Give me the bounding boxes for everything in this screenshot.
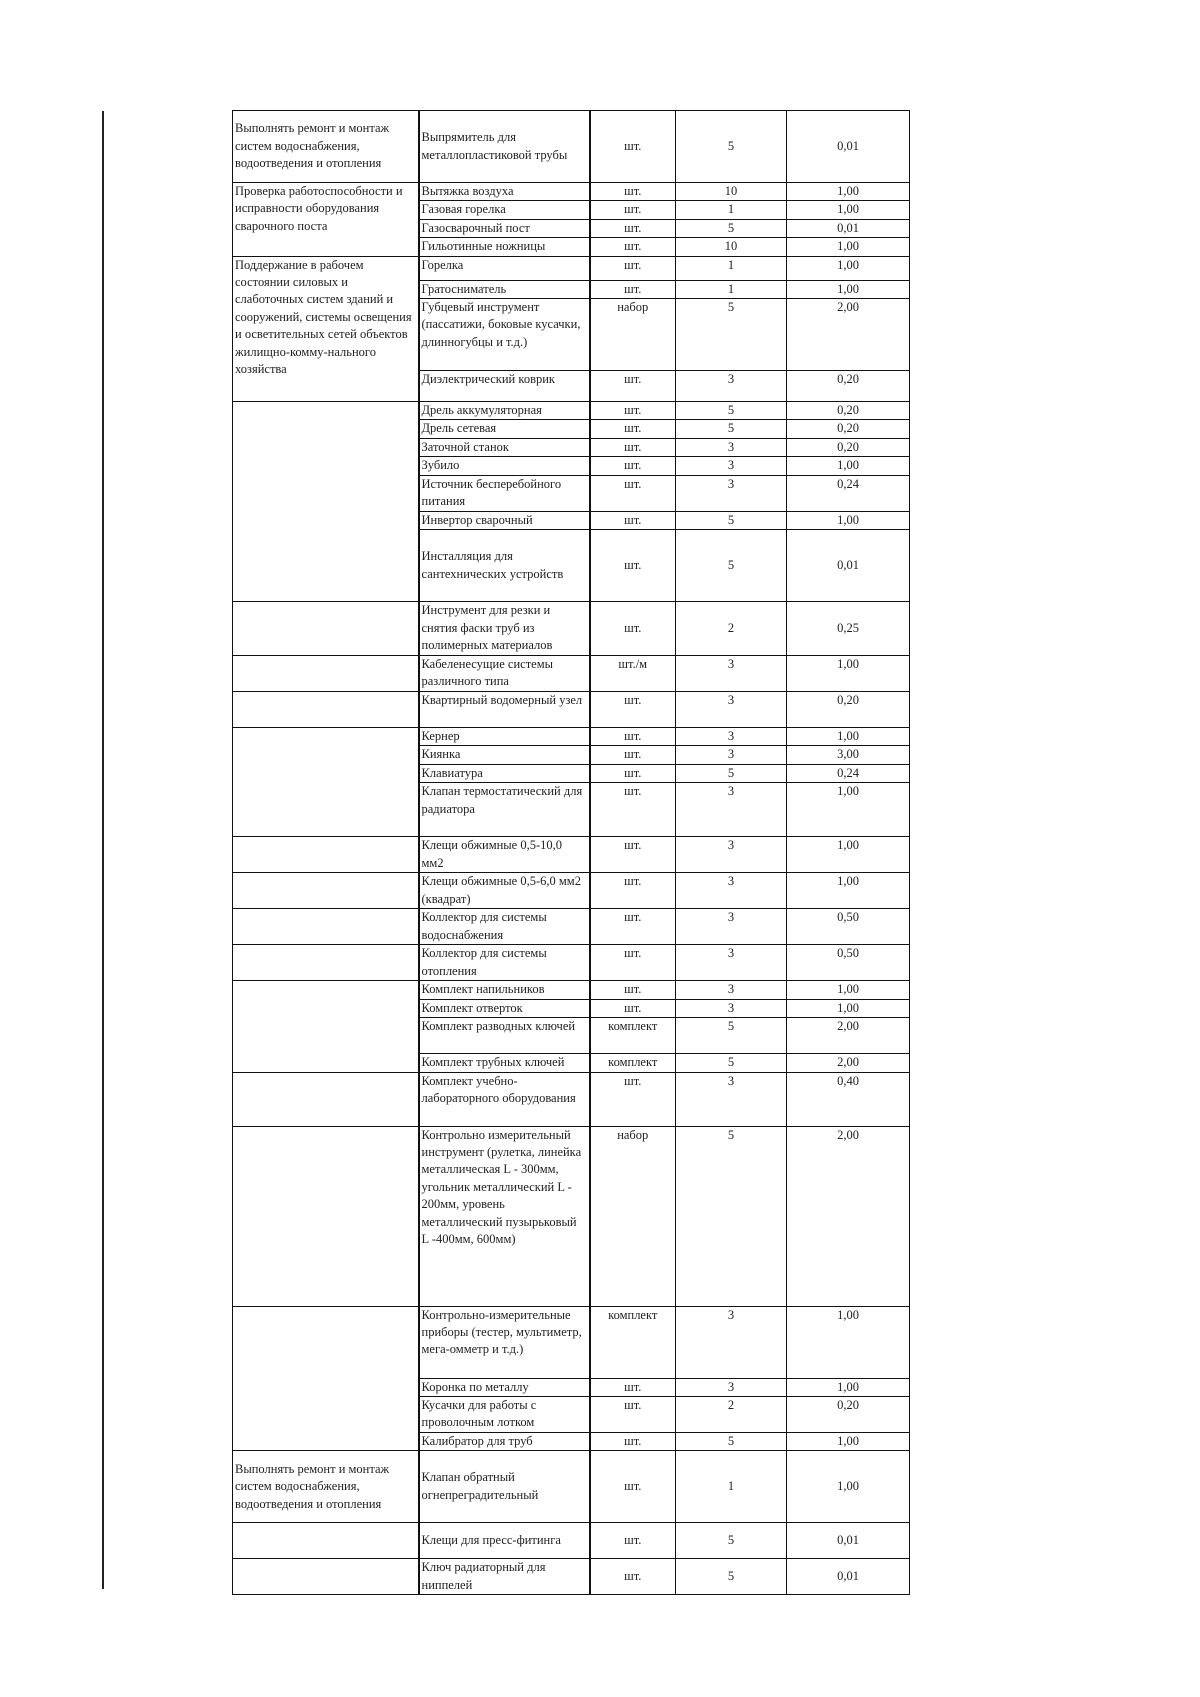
table-row: [233, 602, 910, 656]
quantity-cell: 2: [676, 1396, 787, 1432]
equipment-name-cell: Горелка: [419, 256, 590, 280]
table-row: [233, 837, 910, 873]
task-cell: [233, 1306, 419, 1451]
unit-cell: шт.: [590, 219, 676, 237]
unit-cell: шт.: [590, 530, 676, 602]
table-row: [233, 728, 910, 746]
unit-cell: шт.: [590, 1072, 676, 1126]
unit-cell: шт.: [590, 1432, 676, 1450]
quantity-cell: 1: [676, 256, 787, 280]
norm-cell: 1,00: [787, 457, 910, 475]
equipment-name-cell: Комплект отверток: [419, 999, 590, 1017]
unit-cell: шт.: [590, 511, 676, 529]
equipment-name-cell: Комплект учебно-лабораторного оборудования: [419, 1072, 590, 1126]
unit-cell: шт.: [590, 457, 676, 475]
quantity-cell: 3: [676, 909, 787, 945]
task-cell: [233, 728, 419, 837]
unit-cell: шт.: [590, 256, 676, 280]
norm-cell: 1,00: [787, 837, 910, 873]
norm-cell: 1,00: [787, 280, 910, 298]
task-cell: [233, 1523, 419, 1559]
unit-cell: комплект: [590, 1054, 676, 1072]
equipment-name-cell: Клещи обжимные 0,5-6,0 мм2 (квадрат): [419, 873, 590, 909]
norm-cell: 0,50: [787, 945, 910, 981]
equipment-name-cell: Ключ радиаторный для ниппелей: [419, 1559, 590, 1595]
norm-cell: 0,20: [787, 402, 910, 420]
left-margin-line: [102, 111, 104, 1589]
norm-cell: 1,00: [787, 1432, 910, 1450]
unit-cell: шт.: [590, 1523, 676, 1559]
unit-cell: шт.: [590, 909, 676, 945]
equipment-name-cell: Кабеленесущие системы различного типа: [419, 656, 590, 692]
equipment-name-cell: Клещи для пресс-фитинга: [419, 1523, 590, 1559]
equipment-name-cell: Инструмент для резки и снятия фаски труб из полимерных материалов: [419, 602, 590, 656]
task-cell: Поддержание в рабочем состоянии силовых и слаботочных систем зданий и сооружений, системы освещения и осветительных сетей объектов жилищно-комму-нального хозяйства: [233, 256, 419, 401]
norm-cell: 0,20: [787, 438, 910, 456]
quantity-cell: 3: [676, 728, 787, 746]
unit-cell: шт.: [590, 692, 676, 728]
unit-cell: шт./м: [590, 656, 676, 692]
norm-cell: 1,00: [787, 183, 910, 201]
quantity-cell: 5: [676, 1559, 787, 1595]
norm-cell: 0,01: [787, 219, 910, 237]
norm-cell: 0,20: [787, 1396, 910, 1432]
norm-cell: 1,00: [787, 656, 910, 692]
quantity-cell: 1: [676, 1451, 787, 1523]
equipment-name-cell: Киянка: [419, 746, 590, 764]
norm-cell: 1,00: [787, 238, 910, 256]
unit-cell: шт.: [590, 873, 676, 909]
table-row: [233, 656, 910, 692]
unit-cell: набор: [590, 1126, 676, 1306]
norm-cell: 0,20: [787, 420, 910, 438]
quantity-cell: 3: [676, 1378, 787, 1396]
equipment-name-cell: Клапан обратный огнепреградительный: [419, 1451, 590, 1523]
equipment-name-cell: Дрель сетевая: [419, 420, 590, 438]
unit-cell: шт.: [590, 420, 676, 438]
equipment-name-cell: Клавиатура: [419, 764, 590, 782]
norm-cell: 0,50: [787, 909, 910, 945]
task-cell: [233, 692, 419, 728]
equipment-name-cell: Гильотинные ножницы: [419, 238, 590, 256]
equipment-name-cell: Комплект напильников: [419, 981, 590, 999]
table-row: [233, 1451, 910, 1523]
task-cell: [233, 909, 419, 945]
equipment-name-cell: Кусачки для работы с проволочным лотком: [419, 1396, 590, 1432]
quantity-cell: 5: [676, 1126, 787, 1306]
equipment-name-cell: Коронка по металлу: [419, 1378, 590, 1396]
table-row: [233, 402, 910, 420]
equipment-name-cell: Зубило: [419, 457, 590, 475]
quantity-cell: 3: [676, 783, 787, 837]
equipment-name-cell: Кернер: [419, 728, 590, 746]
norm-cell: 0,01: [787, 111, 910, 183]
unit-cell: шт.: [590, 438, 676, 456]
table-row: [233, 945, 910, 981]
quantity-cell: 3: [676, 692, 787, 728]
norm-cell: 0,01: [787, 1559, 910, 1595]
quantity-cell: 10: [676, 183, 787, 201]
norm-cell: 0,01: [787, 530, 910, 602]
equipment-name-cell: Заточной станок: [419, 438, 590, 456]
unit-cell: шт.: [590, 764, 676, 782]
unit-cell: шт.: [590, 837, 676, 873]
norm-cell: 0,24: [787, 764, 910, 782]
norm-cell: 1,00: [787, 981, 910, 999]
quantity-cell: 3: [676, 438, 787, 456]
norm-cell: 1,00: [787, 201, 910, 219]
quantity-cell: 5: [676, 1018, 787, 1054]
norm-cell: 0,20: [787, 692, 910, 728]
norm-cell: 1,00: [787, 256, 910, 280]
norm-cell: 1,00: [787, 1451, 910, 1523]
task-cell: [233, 1559, 419, 1595]
equipment-name-cell: Инсталляция для сантехнических устройств: [419, 530, 590, 602]
equipment-name-cell: Клапан термостатический для радиатора: [419, 783, 590, 837]
table-row: [233, 981, 910, 999]
norm-cell: 0,01: [787, 1523, 910, 1559]
table-row: [233, 1126, 910, 1306]
unit-cell: шт.: [590, 1378, 676, 1396]
norm-cell: 1,00: [787, 511, 910, 529]
equipment-name-cell: Дрель аккумуляторная: [419, 402, 590, 420]
equipment-name-cell: Коллектор для системы отопления: [419, 945, 590, 981]
equipment-name-cell: Инвертор сварочный: [419, 511, 590, 529]
unit-cell: шт.: [590, 945, 676, 981]
equipment-name-cell: Вытяжка воздуха: [419, 183, 590, 201]
table-row: [233, 909, 910, 945]
quantity-cell: 3: [676, 945, 787, 981]
equipment-name-cell: Контрольно-измерительные приборы (тестер, мультиметр, мега-омметр и т.д.): [419, 1306, 590, 1378]
norm-cell: 0,25: [787, 602, 910, 656]
quantity-cell: 3: [676, 371, 787, 402]
quantity-cell: 5: [676, 764, 787, 782]
norm-cell: 0,40: [787, 1072, 910, 1126]
norm-cell: 1,00: [787, 999, 910, 1017]
norm-cell: 0,24: [787, 475, 910, 511]
table-row: [233, 111, 910, 183]
norm-cell: 1,00: [787, 783, 910, 837]
quantity-cell: 3: [676, 457, 787, 475]
unit-cell: комплект: [590, 1306, 676, 1378]
quantity-cell: 5: [676, 420, 787, 438]
table-row: [233, 1306, 910, 1378]
unit-cell: шт.: [590, 475, 676, 511]
equipment-name-cell: Коллектор для системы водоснабжения: [419, 909, 590, 945]
unit-cell: шт.: [590, 1451, 676, 1523]
norm-cell: 2,00: [787, 1126, 910, 1306]
task-cell: [233, 402, 419, 602]
equipment-name-cell: Клещи обжимные 0,5-10,0 мм2: [419, 837, 590, 873]
quantity-cell: 3: [676, 1072, 787, 1126]
table-row: [233, 692, 910, 728]
norm-cell: 1,00: [787, 873, 910, 909]
quantity-cell: 5: [676, 219, 787, 237]
norm-cell: 1,00: [787, 1306, 910, 1378]
equipment-name-cell: Губцевый инструмент (пассатижи, боковые кусачки, длинногубцы и т.д.): [419, 299, 590, 371]
table-row: [233, 183, 910, 201]
equipment-name-cell: Калибратор для труб: [419, 1432, 590, 1450]
equipment-table: [232, 110, 910, 1595]
unit-cell: шт.: [590, 746, 676, 764]
equipment-name-cell: Контрольно измерительный инструмент (рулетка, линейка металлическая L - 300мм, угольник металлический L - 200мм, уровень металлический пузырьковый L -400мм, 600мм): [419, 1126, 590, 1306]
task-cell: [233, 602, 419, 656]
table-row: [233, 873, 910, 909]
quantity-cell: 5: [676, 1054, 787, 1072]
quantity-cell: 2: [676, 602, 787, 656]
unit-cell: шт.: [590, 1396, 676, 1432]
equipment-name-cell: Диэлектрический коврик: [419, 371, 590, 402]
quantity-cell: 3: [676, 1306, 787, 1378]
quantity-cell: 5: [676, 530, 787, 602]
unit-cell: шт.: [590, 1559, 676, 1595]
quantity-cell: 3: [676, 746, 787, 764]
equipment-name-cell: Газовая горелка: [419, 201, 590, 219]
quantity-cell: 1: [676, 280, 787, 298]
quantity-cell: 3: [676, 656, 787, 692]
norm-cell: 1,00: [787, 728, 910, 746]
equipment-name-cell: Выпрямитель для металлопластиковой трубы: [419, 111, 590, 183]
unit-cell: шт.: [590, 183, 676, 201]
task-cell: Выполнять ремонт и монтаж систем водоснабжения, водоотведения и отопления: [233, 111, 419, 183]
unit-cell: комплект: [590, 1018, 676, 1054]
unit-cell: шт.: [590, 238, 676, 256]
unit-cell: шт.: [590, 111, 676, 183]
task-cell: [233, 1126, 419, 1306]
norm-cell: 0,20: [787, 371, 910, 402]
quantity-cell: 1: [676, 201, 787, 219]
quantity-cell: 5: [676, 511, 787, 529]
norm-cell: 1,00: [787, 1378, 910, 1396]
quantity-cell: 5: [676, 402, 787, 420]
quantity-cell: 3: [676, 873, 787, 909]
task-cell: [233, 1072, 419, 1126]
unit-cell: шт.: [590, 999, 676, 1017]
quantity-cell: 3: [676, 475, 787, 511]
task-cell: Выполнять ремонт и монтаж систем водоснабжения, водоотведения и отопления: [233, 1451, 419, 1523]
task-cell: [233, 656, 419, 692]
task-cell: [233, 945, 419, 981]
quantity-cell: 10: [676, 238, 787, 256]
norm-cell: 2,00: [787, 299, 910, 371]
unit-cell: шт.: [590, 371, 676, 402]
task-cell: [233, 873, 419, 909]
equipment-name-cell: Гратосниматель: [419, 280, 590, 298]
table-row: [233, 1523, 910, 1559]
unit-cell: шт.: [590, 728, 676, 746]
unit-cell: шт.: [590, 201, 676, 219]
quantity-cell: 3: [676, 999, 787, 1017]
norm-cell: 2,00: [787, 1018, 910, 1054]
quantity-cell: 5: [676, 1432, 787, 1450]
quantity-cell: 5: [676, 111, 787, 183]
unit-cell: шт.: [590, 402, 676, 420]
table-row: [233, 256, 910, 280]
norm-cell: 3,00: [787, 746, 910, 764]
quantity-cell: 3: [676, 981, 787, 999]
unit-cell: набор: [590, 299, 676, 371]
unit-cell: шт.: [590, 783, 676, 837]
unit-cell: шт.: [590, 602, 676, 656]
unit-cell: шт.: [590, 280, 676, 298]
table-row: [233, 1072, 910, 1126]
task-cell: [233, 981, 419, 1072]
table-row: [233, 1559, 910, 1595]
equipment-name-cell: Квартирный водомерный узел: [419, 692, 590, 728]
equipment-name-cell: Комплект разводных ключей: [419, 1018, 590, 1054]
equipment-table-body: [233, 111, 910, 1595]
quantity-cell: 5: [676, 299, 787, 371]
task-cell: Проверка работоспособности и исправности оборудования сварочного поста: [233, 183, 419, 257]
equipment-name-cell: Источник бесперебойного питания: [419, 475, 590, 511]
task-cell: [233, 837, 419, 873]
equipment-name-cell: Газосварочный пост: [419, 219, 590, 237]
equipment-name-cell: Комплект трубных ключей: [419, 1054, 590, 1072]
unit-cell: шт.: [590, 981, 676, 999]
quantity-cell: 5: [676, 1523, 787, 1559]
quantity-cell: 3: [676, 837, 787, 873]
norm-cell: 2,00: [787, 1054, 910, 1072]
